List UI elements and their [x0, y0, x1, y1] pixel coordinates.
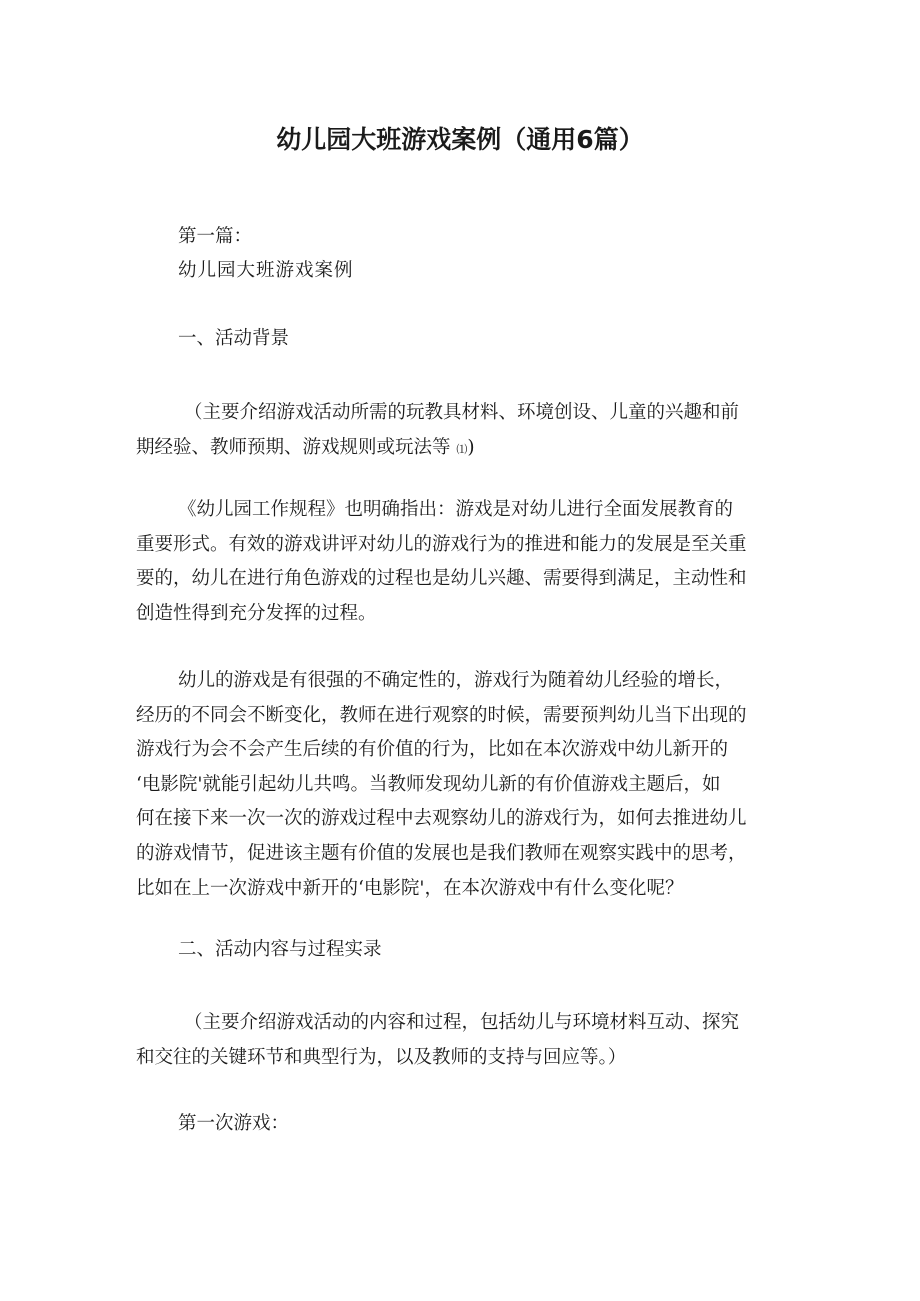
first-game-label: 第一次游戏：	[178, 1113, 290, 1134]
section2-note-line: （主要介绍游戏活动的内容和过程，包括幼儿与环境材料互动、探究	[184, 1012, 740, 1033]
section1-note	[136, 396, 792, 467]
paragraph-line: 经历的不同会不断变化，教师在进行观察的时候，需要预判幼儿当下出现的	[136, 704, 747, 726]
paragraph-line: ‘电影院'就能引起幼儿共鸣。当教师发现幼儿新的有价值游戏主题后，如	[136, 773, 721, 795]
paragraph-2	[136, 664, 792, 906]
section2-heading: 二、活动内容与过程实录	[178, 939, 382, 960]
paragraph-line: 何在接下来一次一次的游戏过程中去观察幼儿的游戏行为，如何去推进幼儿	[136, 808, 747, 830]
section1-note-line: 期经验、教师预期、游戏规则或玩法等 ⑴)	[136, 436, 475, 458]
part-title: 幼儿园大班游戏案例	[178, 260, 354, 281]
paragraph-line: 的游戏情节，促进该主题有价值的发展也是我们教师在观察实践中的思考，	[136, 842, 747, 864]
section1-note-text: 期经验、教师预期、游戏规则或玩法等	[136, 436, 451, 458]
part-label: 第一篇：	[178, 226, 253, 247]
paragraph-1	[136, 493, 792, 631]
paragraph-line: 要的，幼儿在进行角色游戏的过程也是幼儿兴趣、需要得到满足，主动性和	[136, 568, 747, 590]
footnote-mark: ⑴	[456, 442, 468, 456]
section2-note	[136, 1006, 792, 1075]
paragraph-line: 创造性得到充分发挥的过程。	[136, 602, 377, 624]
section1-note-line: （主要介绍游戏活动所需的玩教具材料、环境创设、儿童的兴趣和前	[184, 402, 740, 423]
paragraph-line: 游戏行为会不会产生后续的有价值的行为，比如在本次游戏中幼儿新开的	[136, 739, 729, 761]
paragraph-line: 幼儿的游戏是有很强的不确定性的，游戏行为随着幼儿经验的增长，	[178, 670, 734, 691]
section1-heading: 一、活动背景	[178, 328, 290, 349]
paragraph-line: 比如在上一次游戏中新开的‘电影院'，在本次游戏中有什么变化呢？	[136, 877, 684, 899]
paragraph-line: 重要形式。有效的游戏讲评对幼儿的游戏行为的推进和能力的发展是至关重	[136, 533, 747, 555]
section2-note-line: 和交往的关键环节和典型行为，以及教师的支持与回应等。）	[136, 1046, 627, 1068]
paragraph-line: 《幼儿园工作规程》也明确指出：游戏是对幼儿进行全面发展教育的	[178, 499, 734, 520]
document-title: 幼儿园大班游戏案例（通用6篇）	[276, 125, 644, 154]
